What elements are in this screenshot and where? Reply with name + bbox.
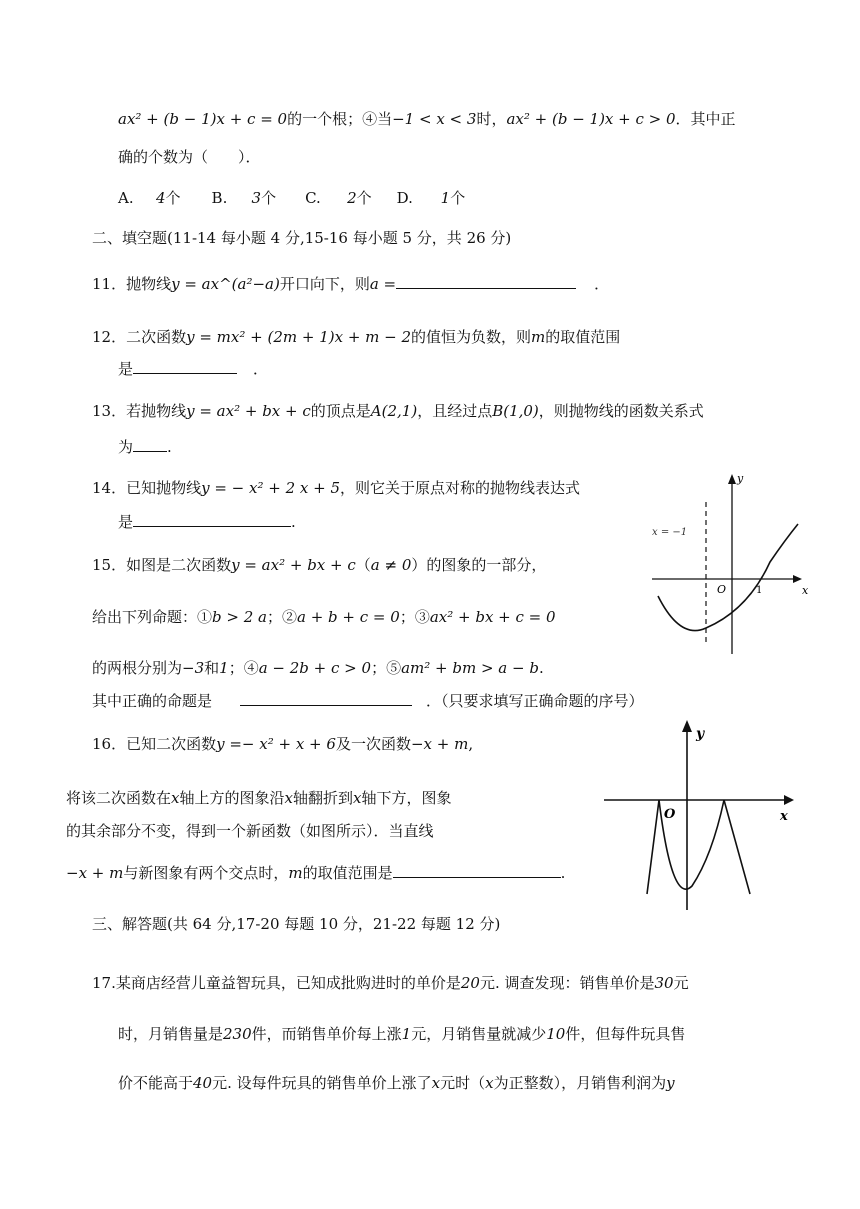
- origin-label: O: [717, 583, 727, 596]
- text: 14．已知抛物线: [92, 479, 202, 497]
- question-14-line2: [118, 511, 296, 533]
- text: ；⑤: [371, 659, 402, 677]
- math-expr: ax² + bx + c = 0: [429, 608, 556, 626]
- question-13-line2: [118, 436, 172, 458]
- x-label: x: [802, 584, 809, 597]
- option-b-label: B.: [211, 189, 228, 207]
- math-expr: y = mx² + (2m + 1)x + m − 2: [186, 328, 412, 346]
- text: 轴翻折到: [292, 789, 353, 807]
- math-expr: y = − x² + 2 x + 5: [201, 479, 341, 497]
- question-16-line2: [66, 787, 451, 809]
- text: 时，月销售量是: [118, 1025, 224, 1043]
- text: 为: [118, 438, 134, 456]
- q16-folded-graph: [600, 716, 800, 914]
- math-expr: am² + bm > a − b: [401, 659, 539, 677]
- math-expr: a − 2b + c > 0: [258, 659, 372, 677]
- text: 件，而销售单价每上涨: [251, 1025, 402, 1043]
- text: ；③: [399, 608, 430, 626]
- option-c-value: 2: [347, 189, 357, 207]
- axis-line-label: x = −1: [652, 527, 688, 538]
- answer-blank[interactable]: [240, 691, 412, 706]
- text: ．: [253, 360, 269, 378]
- math-expr: 10: [546, 1025, 566, 1043]
- text: 是: [118, 513, 134, 531]
- math-expr: y = ax^(a²−a): [171, 275, 280, 293]
- x-axis-arrow: [784, 795, 794, 805]
- option-c-label: C.: [305, 189, 321, 207]
- text: 其中正确的命题是: [92, 692, 213, 710]
- math-expr: 1: [219, 659, 229, 677]
- math-expr: ax² + (b − 1)x + c = 0: [118, 110, 288, 128]
- option-a-value: 4: [156, 189, 166, 207]
- text: 及一次函数: [335, 735, 411, 753]
- parabola-curve: [658, 524, 798, 631]
- answer-blank[interactable]: [393, 863, 561, 878]
- text: .: [291, 513, 296, 531]
- text: 元时（: [440, 1074, 486, 1092]
- question-15-line1: [92, 554, 546, 576]
- text: 的取值范围: [545, 328, 621, 346]
- text: ,: [468, 735, 474, 753]
- y-label: y: [696, 726, 705, 742]
- text: .: [538, 659, 544, 677]
- x-axis-arrow: [793, 575, 802, 583]
- question-15-line4: [92, 690, 644, 712]
- q10-options: [118, 187, 465, 209]
- question-12-line2: [118, 358, 268, 380]
- question-14-line1: [92, 477, 580, 499]
- text: （: [355, 556, 371, 574]
- text: 价不能高于: [118, 1074, 194, 1092]
- text: 元. 调查发现：销售单价是: [479, 974, 655, 992]
- math-expr: y = ax² + bx + c: [231, 556, 356, 574]
- text: 的值恒为负数，则: [411, 328, 532, 346]
- text: 的顶点是: [310, 402, 371, 420]
- math-expr: 40: [193, 1074, 213, 1092]
- option-c-unit: 个: [356, 189, 372, 207]
- option-b-value: 3: [251, 189, 262, 207]
- question-15-line2: [92, 606, 556, 628]
- text: ．其中正: [675, 110, 736, 128]
- q10-line2: 确的个数为（ ）．: [118, 148, 261, 166]
- question-16-line1: [92, 733, 473, 755]
- text: 轴上方的图象沿: [179, 789, 285, 807]
- question-13-line1: [92, 400, 704, 422]
- text: 元，月销售量就减少: [411, 1025, 547, 1043]
- math-expr: a ≠ 0: [370, 556, 412, 574]
- math-expr: ax² + (b − 1)x + c > 0: [506, 110, 676, 128]
- math-expr: x: [171, 789, 180, 807]
- math-expr: x: [485, 1074, 494, 1092]
- question-17-line3: [118, 1072, 675, 1094]
- question-12-line1: [92, 326, 620, 348]
- text: 的取值范围是: [302, 864, 393, 882]
- text: .: [167, 438, 172, 456]
- section-3-heading: 三、解答题(共 64 分,17-20 每题 10 分，21-22 每题 12 分): [92, 915, 501, 933]
- math-expr: −3: [182, 659, 205, 677]
- text: ，则它关于原点对称的抛物线表达式: [340, 479, 581, 497]
- folded-curve: [647, 800, 750, 894]
- text: 15．如图是二次函数: [92, 556, 232, 574]
- text: 与新图象有两个交点时，: [123, 864, 289, 882]
- text: ；④: [228, 659, 259, 677]
- math-expr: −1 < x < 3: [392, 110, 477, 128]
- text: ）的图象的一部分，: [411, 556, 547, 574]
- text: 元. 设每件玩具的销售单价上涨了: [212, 1074, 432, 1092]
- text: 16．已知二次函数: [92, 735, 217, 753]
- text: 开口向下，则: [279, 275, 370, 293]
- math-expr: y = ax² + bx + c: [186, 402, 311, 420]
- text: 将该二次函数在: [66, 789, 172, 807]
- question-16-line4: [66, 862, 565, 884]
- math-expr: 1: [401, 1025, 412, 1043]
- text: 为正整数），月销售利润为: [493, 1074, 667, 1092]
- math-expr: y =− x² + x + 6: [216, 735, 336, 753]
- text: 13．若抛物线: [92, 402, 187, 420]
- question-17-line1: [92, 972, 689, 994]
- answer-blank[interactable]: [133, 512, 291, 527]
- math-expr: m: [531, 328, 546, 346]
- text: 11．抛物线: [92, 275, 172, 293]
- text: 17.某商店经营儿童益智玩具，已知成批购进时的单价是: [92, 974, 461, 992]
- y-label: y: [737, 472, 744, 485]
- question-15-line3: [92, 657, 544, 679]
- math-expr: 30: [654, 974, 674, 992]
- text: ．: [594, 275, 610, 293]
- text: .: [560, 864, 566, 882]
- option-d-unit: 个: [450, 189, 466, 207]
- math-expr: y: [666, 1074, 675, 1092]
- math-expr: 230: [223, 1025, 252, 1043]
- math-expr: a + b + c = 0: [297, 608, 400, 626]
- text: 和: [204, 659, 220, 677]
- text: 轴下方，图象: [361, 789, 452, 807]
- y-axis-arrow: [682, 720, 692, 732]
- answer-blank[interactable]: [396, 274, 576, 289]
- y-axis-arrow: [728, 474, 736, 484]
- option-d-value: 1: [440, 189, 451, 207]
- math-expr: x: [431, 1074, 441, 1092]
- text: 12．二次函数: [92, 328, 187, 346]
- math-expr: x: [352, 789, 362, 807]
- text: ；②: [266, 608, 297, 626]
- question-17-line2: [118, 1023, 685, 1045]
- math-expr: 20: [460, 974, 480, 992]
- math-expr: b > 2 a: [212, 608, 267, 626]
- math-expr: A(2,1): [370, 402, 418, 420]
- math-expr: a =: [369, 275, 397, 293]
- option-b-unit: 个: [261, 189, 277, 207]
- option-a-unit: 个: [165, 189, 181, 207]
- text: 元: [673, 974, 689, 992]
- tick-1-label: 1: [756, 585, 763, 596]
- question-11: [92, 273, 609, 295]
- text: 时，: [476, 110, 507, 128]
- section-2-heading: 二、填空题(11-14 每小题 4 分,15-16 每小题 5 分，共 26 分): [92, 229, 512, 247]
- x-label: x: [780, 809, 788, 824]
- text: 的两根分别为: [92, 659, 183, 677]
- question-16-line3: 的其余部分不变，得到一个新函数（如图所示）．当直线: [66, 822, 434, 840]
- option-a-label: A.: [118, 189, 134, 207]
- q15-parabola-graph: [640, 462, 820, 662]
- option-d-label: D.: [396, 189, 413, 207]
- answer-blank[interactable]: [133, 359, 237, 374]
- text: 件，但每件玩具售: [565, 1025, 686, 1043]
- math-expr: B(1,0): [492, 402, 539, 420]
- math-expr: x: [284, 789, 293, 807]
- text: ，则抛物线的函数关系式: [538, 402, 704, 420]
- answer-blank[interactable]: [133, 437, 167, 452]
- text: 是: [118, 360, 134, 378]
- q10-line1: [118, 108, 736, 130]
- text: 给出下列命题：①: [92, 608, 213, 626]
- text: ，且经过点: [417, 402, 493, 420]
- text: ．（只要求填写正确命题的序号）: [426, 692, 644, 710]
- math-expr: −x + m: [410, 735, 469, 753]
- text: 的一个根；④当: [287, 110, 393, 128]
- math-expr: m: [288, 864, 303, 882]
- math-expr: −x + m: [66, 864, 124, 882]
- origin-label: O: [664, 807, 676, 822]
